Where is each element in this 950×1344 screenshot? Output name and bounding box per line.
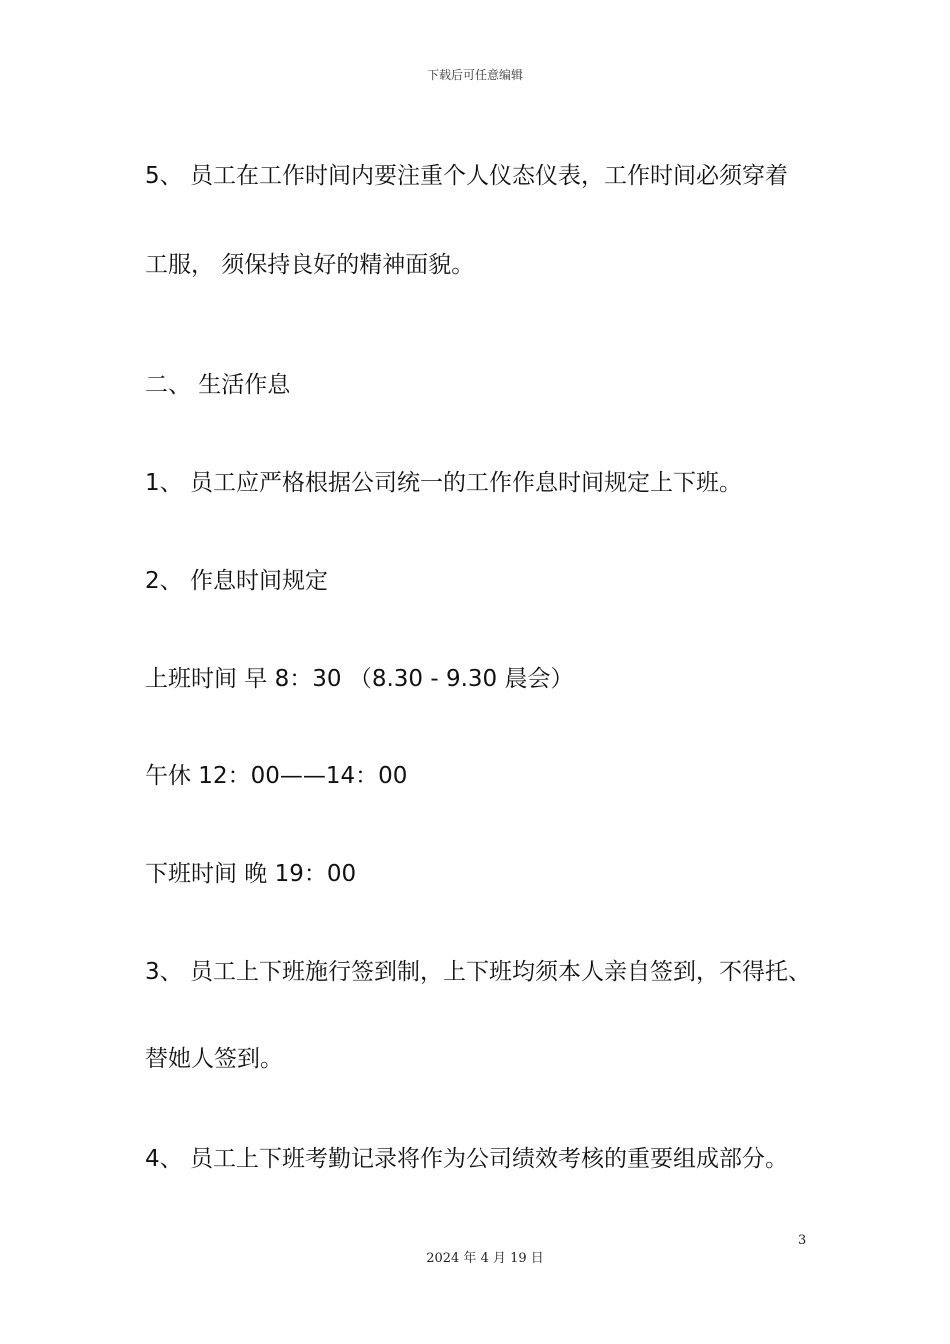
work-end-time: 下班时间 晚 19：00 xyxy=(145,861,357,887)
clause-4: 4、 员工上下班考勤记录将作为公司绩效考核的重要组成部分。 xyxy=(145,1146,788,1172)
header-note: 下载后可任意编辑 xyxy=(426,68,523,82)
work-start-time: 上班时间 早 8：30 （8.30 - 9.30 晨会） xyxy=(145,666,574,692)
clause-5-line-1: 5、 员工在工作时间内要注重个人仪态仪表，工作时间必须穿着 xyxy=(145,163,788,189)
clause-3-line-2: 替她人签到。 xyxy=(145,1046,283,1072)
clause-2: 2、 作息时间规定 xyxy=(145,568,328,594)
clause-5-line-2: 工服， 须保持良好的精神面貌。 xyxy=(145,252,475,278)
lunch-break-time: 午休 12：00——14：00 xyxy=(145,763,408,789)
footer-date: 2024 年 4 月 19 日 xyxy=(426,1251,544,1266)
clause-3-line-1: 3、 员工上下班施行签到制，上下班均须本人亲自签到，不得托、 xyxy=(145,959,811,985)
section-heading-life-schedule: 二、 生活作息 xyxy=(145,372,291,398)
clause-1: 1、 员工应严格根据公司统一的工作作息时间规定上下班。 xyxy=(145,470,742,496)
page-number: 3 xyxy=(798,1233,807,1248)
